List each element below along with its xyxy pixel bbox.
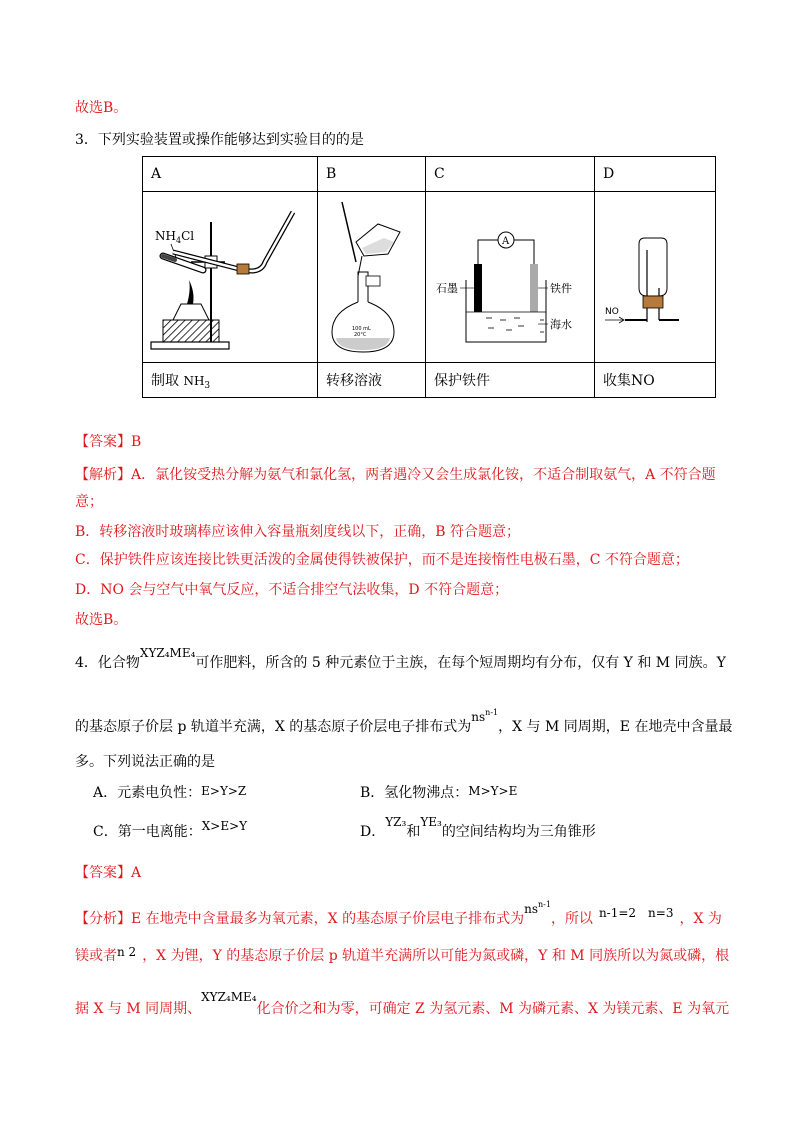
q4-analysis-line3: 据 X 与 M 同周期、XYZ₄ME₄化合价之和为零，可确定 Z 为氢元素、M 为磷元素、X 为镁元素、E 为氧元	[75, 990, 730, 1017]
q3-analysis-c: C．保护铁件应该连接比铁更活泼的金属使得铁被保护，而不是连接惰性电极石墨，C 不符合题意；	[75, 552, 689, 568]
q4-analysis-line2: 镁或者n 2 ，X 为锂，Y 的基态原子价层 p 轨道半充满所以可能为氮或磷，Y 和 M 同族所以为氮或磷，根	[75, 945, 730, 964]
q2-conclusion: 故选B。	[75, 100, 128, 116]
a-reagent-label: $NH_4Cl$	[155, 229, 195, 245]
caption-b: 转移溶液	[318, 363, 426, 398]
figure-c-protection	[426, 192, 595, 363]
q4-stem-line2: 的基态原子价层 p 轨道半充满，X 的基态原子价层电子排布式为$ns^{n-1}$，X 与 M 同周期，E 在地壳中含量最	[75, 708, 733, 735]
seawater-label: 海水	[550, 318, 572, 331]
iron-label: 铁件	[550, 282, 572, 295]
q3-stem: 3．下列实验装置或操作能够达到实验目的的是	[75, 132, 364, 148]
no-gas-label: NO	[605, 307, 619, 317]
figure-b-transfer	[318, 192, 426, 363]
q3-answer: 【答案】B	[75, 434, 142, 450]
q4-option-b: B．氢化物沸点：M>Y>E	[360, 784, 518, 801]
caption-a: 制取 $NH_3$	[143, 363, 318, 398]
q3-analysis-d: D．NO 会与空气中氧气反应，不适合排空气法收集，D 不符合题意；	[75, 582, 509, 598]
q4-analysis-line1: 【分析】E 在地壳中含量最多为氧元素，X 的基态原子价层电子排布式为$ns^{n-1}$，所以 n-1=2 n=3 ，X 为	[75, 900, 722, 927]
svg-text:20°C: 20°C	[354, 332, 367, 338]
header-b: B	[318, 157, 426, 192]
svg-text:A: A	[502, 236, 510, 247]
q3-analysis-b: B．转移溶液时玻璃棒应该伸入容量瓶刻度线以下，正确，B 符合题意；	[75, 524, 521, 540]
q3-analysis-a-cont: 意；	[75, 494, 103, 510]
volumetric-flask-diagram	[318, 192, 425, 358]
caption-d: 收集NO	[595, 363, 716, 398]
q4-option-d: D．YZ₃和YE₃的空间结构均为三角锥形	[360, 815, 596, 840]
caption-c: 保护铁件	[426, 363, 595, 398]
q3-options-table	[142, 156, 716, 398]
q4-option-a: A．元素电负性：E>Y>Z	[93, 784, 247, 801]
graphite-label: 石墨	[436, 282, 458, 295]
figure-d-collection	[595, 192, 716, 363]
q4-stem-line1: 4．化合物XYZ₄ME₄可作肥料，所含的 5 种元素位于主族，在每个短周期均有分布，仅有 Y 和 M 同族。Y	[75, 646, 726, 671]
q4-option-c: C．第一电离能：X>E>Y	[93, 819, 248, 840]
electrochemical-protection-diagram	[426, 192, 594, 358]
q4-stem-line3: 多。下列说法正确的是	[75, 754, 215, 770]
header-a: A	[143, 157, 318, 192]
q3-conclusion: 故选B。	[75, 612, 128, 628]
gas-collection-diagram	[595, 192, 715, 358]
q4-answer: 【答案】A	[75, 865, 142, 881]
header-d: D	[595, 157, 716, 192]
figure-a-heating	[143, 192, 318, 363]
header-c: C	[426, 157, 595, 192]
svg-text:100 mL: 100 mL	[352, 326, 371, 332]
q3-analysis-a: 【解析】A．氯化铵受热分解为氨气和氯化氢，两者遇冷又会生成氯化铵，不适合制取氨气，A 不符合题	[75, 467, 716, 483]
nh4cl-heating-diagram	[143, 192, 317, 358]
